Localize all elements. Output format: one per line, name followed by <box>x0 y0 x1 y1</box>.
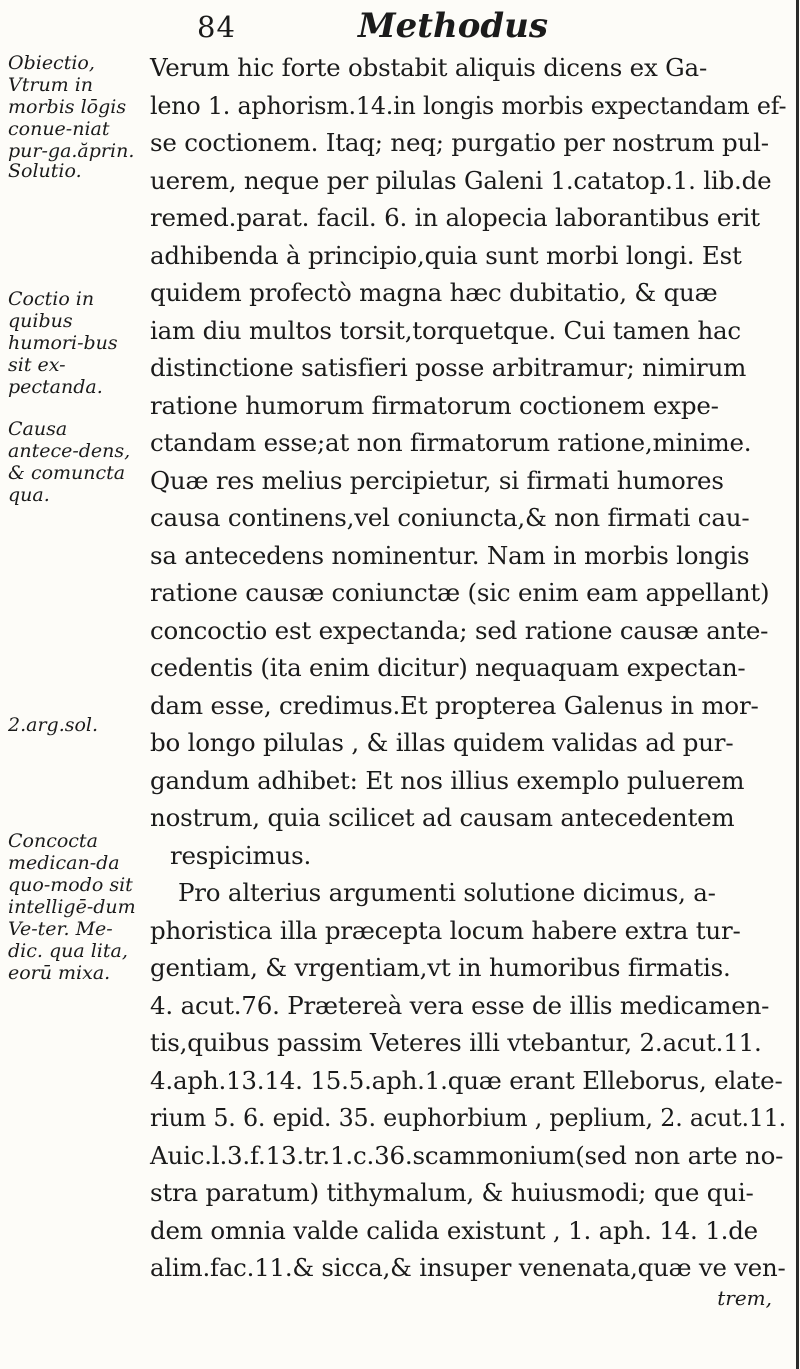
text-line: 4.aph.13.14. 15.5.aph.1.quæ erant Elleborus, elate- <box>150 1065 783 1095</box>
text-line: stra paratum) tithymalum, & huiusmodi; que qui- <box>150 1178 754 1207</box>
text-line: ctandam esse;at non firmatorum ratione,minime. <box>150 428 752 457</box>
page-header <box>0 2 800 50</box>
text-line: dam esse, credimus.Et propterea Galenus in mor- <box>150 690 759 720</box>
margin-note: Coctio in quibus humori-bus sit ex-pectanda. <box>8 288 118 398</box>
margin-note: Causa antece-dens, & comuncta qua. <box>8 418 131 506</box>
text-line: nostrum, quia scilicet ad causam antecedentem <box>150 803 735 832</box>
margin-note: Solutio. <box>8 160 82 182</box>
text-line: leno 1. aphorism.14.in longis morbis expectandam ef- <box>150 90 787 120</box>
text-line: iam diu multos torsit,torquetque. Cui tamen hac <box>150 315 741 345</box>
catchword: trem, <box>717 1285 772 1310</box>
text-line: causa continens,vel coniuncta,& non firmati cau- <box>150 503 750 532</box>
margin-note: Obiectio, Vtrum in morbis lōgis conue-niat pur-ga.ăprin. <box>8 52 135 162</box>
text-line: alim.fac.11.& sicca,& insuper venenata,quæ ve ven- <box>150 1253 786 1282</box>
page-number: 84 <box>197 10 236 44</box>
margin-note: Concocta medican-da quo-modo sit intelligē-dum Ve-ter. Me-dic. qua lita, eorū mixa. <box>8 830 136 984</box>
text-line: Quæ res melius percipietur, si firmati humores <box>150 465 724 495</box>
text-line: gandum adhibet: Et nos illius exemplo puluerem <box>150 765 745 795</box>
text-line: ratione humorum firmatorum coctionem expe- <box>150 390 719 420</box>
margin-notes <box>8 52 140 1352</box>
text-line: 4. acut.76. Prætereà vera esse de illis medicamen- <box>150 990 770 1020</box>
text-line: concoctio est expectanda; sed ratione causæ ante- <box>150 615 769 645</box>
text-line: se coctionem. Itaq; neq; purgatio per nostrum pul- <box>150 128 769 157</box>
text-line: uerem, neque per pilulas Galeni 1.catatop.1. lib.de <box>150 165 772 195</box>
text-line: tis,quibus passim Veteres illi vtebantur, 2.acut.11. <box>150 1028 762 1057</box>
text-line: adhibenda à principio,quia sunt morbi longi. Est <box>150 240 742 270</box>
text-line: respicimus. <box>170 840 312 870</box>
body-text <box>150 52 790 1352</box>
text-line: sa antecedens nominentur. Nam in morbis longis <box>150 540 750 570</box>
text-line: distinctione satisfieri posse arbitramur; nimirum <box>150 353 747 382</box>
text-line: gentiam, & vrgentiam,vt in humoribus firmatis. <box>150 953 731 982</box>
text-line: dem omnia valde calida existunt , 1. aph. 14. 1.de <box>150 1215 758 1245</box>
text-line: ratione causæ coniunctæ (sic enim eam appellant) <box>150 578 770 607</box>
text-line: phoristica illa præcepta locum habere extra tur- <box>150 915 741 945</box>
text-line: bo longo pilulas , & illas quidem validas ad pur- <box>150 728 734 757</box>
text-line: Pro alterius argumenti solutione dicimus, a- <box>178 878 716 907</box>
page-edge-rule <box>796 0 799 1369</box>
text-line: Verum hic forte obstabit aliquis dicens ex Ga- <box>150 53 708 82</box>
text-line: Auic.l.3.f.13.tr.1.c.36.scammonium(sed non arte no- <box>150 1140 784 1170</box>
text-line: rium 5. 6. epid. 35. euphorbium , peplium, 2. acut.11. <box>150 1103 786 1132</box>
text-line: quidem profectò magna hæc dubitatio, & quæ <box>150 278 718 307</box>
running-title: Methodus <box>358 6 549 46</box>
margin-note: 2.arg.sol. <box>8 714 99 736</box>
text-line: cedentis (ita enim dicitur) nequaquam expectan- <box>150 653 746 682</box>
text-line: remed.parat. facil. 6. in alopecia laborantibus erit <box>150 203 760 232</box>
